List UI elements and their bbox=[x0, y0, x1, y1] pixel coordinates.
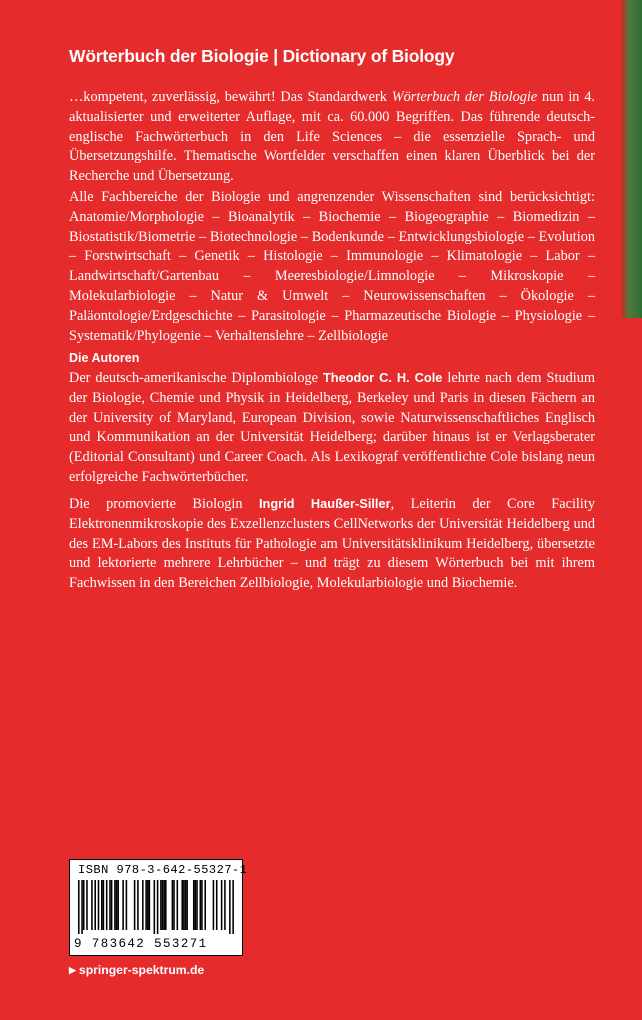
barcode-bar bbox=[126, 880, 128, 930]
barcode-bar bbox=[224, 880, 226, 930]
barcode-bar bbox=[81, 880, 83, 934]
barcode-bar bbox=[181, 880, 183, 930]
fields-paragraph: Alle Fachbereiche der Biologie und angrenzender Wissenschaften sind berücksichtigt: Anatomie/Morphologie – Bioanalytik – Biochemie – Biogeographie – Biomedizin – Biostatistik/Biometrie – Biotechnologie – Bodenkunde – Entwicklungsbiologie – Evolution – Forstwirtschaft – Genetik – Histologie – Immunologie – Klimatologie – Labor – Landwirtschaft/Gartenbau – Meeresbiologie/Limnologie – Mikroskopie – Molekularbiologie – Natur & Umwelt – Neurowissenschaften – Ökologie – Paläontologie/Erdgeschichte – Parasitologie – Pharmazeutische Biologie – Physiologie – Systematik/Phylogenie – Verhaltenslehre – Zellbiologie bbox=[69, 189, 595, 344]
barcode-bar bbox=[109, 880, 111, 930]
barcode-box bbox=[69, 859, 248, 956]
barcode-bar bbox=[183, 880, 185, 930]
barcode-bar bbox=[116, 880, 118, 930]
barcode-bar bbox=[173, 880, 175, 930]
hausser-bio-text: , Leiterin der Core Facility Elektronenmikroskopie des Exzellenzclusters CellNetworks der Universität Heidelberg und des EM-Labors des Instituts für Pathologie am Universitätsklinikum Heidelberg, übersetzte und lektorierte mehrere Lehrbücher – und trägt zu diesem Wörterbuch bei mit ihrem Fachwissen in den Bereichen Zellbiologie, Molekularbiologie und Biochemie. bbox=[69, 496, 595, 592]
website-link-text: springer-spektrum.de bbox=[78, 963, 205, 977]
barcode-bar bbox=[204, 880, 206, 930]
cole-intro-text: Der deutsch-amerikanische Diplombiologe bbox=[69, 370, 323, 386]
author-hausser-paragraph bbox=[69, 494, 595, 594]
hausser-intro-text: Die promovierte Biologin bbox=[69, 496, 259, 512]
barcode-bars bbox=[78, 880, 234, 934]
barcode-bar bbox=[200, 880, 202, 930]
barcode-bar bbox=[201, 880, 203, 930]
barcode-bar bbox=[134, 880, 136, 930]
intro-text-end: nun in 4. aktualisierter und erweiterter Auflage, mit ca. 60.000 Begriffen. Das führende deutsch-englische Fachwörterbuch in den Life Sciences – die essenzielle Sprach- und Übersetzungshilfe. Thematische Wortfelder verschaffen einen klaren Überblick bei der Recherche und Übersetzung. bbox=[69, 89, 595, 185]
author-name-hausser: Ingrid Haußer-Siller bbox=[258, 496, 391, 511]
cole-bio-text: lehrte nach dem Studium der Biologie, Chemie und Physik in Heidelberg, Berkeley und Paris in diesen Fächern an der University of Maryland, European Division, sowie Naturwissenschaftliches Englisch und Kommunikation an der Universität Heidelberg; darüber hinaus ist er Verlagsberater (Editorial Consultant) und Career Coach. Als Lexikograf veröffentlichte Cole bislang neun erfolgreiche Fachwörterbücher. bbox=[69, 370, 595, 485]
barcode-bar bbox=[160, 880, 162, 930]
barcode-bar bbox=[106, 880, 108, 930]
intro-book-title-italic: Wörterbuch der Biologie bbox=[391, 89, 538, 105]
intro-paragraph bbox=[69, 88, 595, 187]
barcode-bar bbox=[149, 880, 151, 930]
spine-color-band bbox=[622, 0, 642, 318]
barcode-bar bbox=[154, 880, 156, 934]
barcode-bar bbox=[216, 880, 218, 930]
barcode-bar bbox=[137, 880, 139, 930]
intro-text-start: …kompetent, zuverlässig, bewährt! Das Standardwerk bbox=[69, 89, 392, 105]
barcode-bar bbox=[114, 880, 116, 930]
barcode-bar bbox=[91, 880, 93, 930]
barcode-bar bbox=[229, 880, 231, 934]
barcode-bar bbox=[177, 880, 179, 930]
barcode-bar bbox=[86, 880, 88, 930]
barcode-bar bbox=[232, 880, 234, 934]
book-title: Wörterbuch der Biologie | Dictionary of Biology bbox=[69, 46, 455, 66]
barcode-bar bbox=[213, 880, 215, 930]
barcode-bar bbox=[172, 880, 174, 930]
barcode-bar bbox=[145, 880, 147, 930]
barcode-bar bbox=[117, 880, 119, 930]
barcode-bar bbox=[78, 880, 80, 934]
barcode-bar bbox=[163, 880, 165, 930]
barcode-bar bbox=[142, 880, 144, 930]
barcode-bar bbox=[186, 880, 188, 930]
barcode-bar bbox=[195, 880, 197, 930]
barcode-bar bbox=[103, 880, 105, 930]
barcode-bar bbox=[221, 880, 223, 930]
barcode-bar bbox=[94, 880, 96, 930]
barcode-bar bbox=[101, 880, 103, 930]
barcode-bar bbox=[157, 880, 159, 934]
author-cole-paragraph bbox=[69, 368, 595, 488]
barcode-bar bbox=[98, 880, 100, 930]
barcode-bar bbox=[193, 880, 195, 930]
barcode-bar bbox=[162, 880, 164, 930]
authors-heading: Die Autoren bbox=[69, 351, 140, 365]
barcode-bar bbox=[122, 880, 124, 930]
publisher-website bbox=[69, 963, 204, 977]
author-name-cole: Theodor C. H. Cole bbox=[322, 370, 443, 385]
barcode-bar bbox=[83, 880, 85, 930]
barcode-bar bbox=[185, 880, 187, 930]
barcode-bar bbox=[147, 880, 149, 930]
isbn-label: ISBN 978-3-642-55327-1 bbox=[78, 863, 248, 877]
arrow-right-icon: ▶ bbox=[69, 965, 76, 975]
barcode-bar bbox=[111, 880, 113, 930]
barcode-bar bbox=[196, 880, 198, 930]
ean-digits: 9 783642 553271 bbox=[74, 937, 208, 951]
barcode-bar bbox=[165, 880, 167, 930]
